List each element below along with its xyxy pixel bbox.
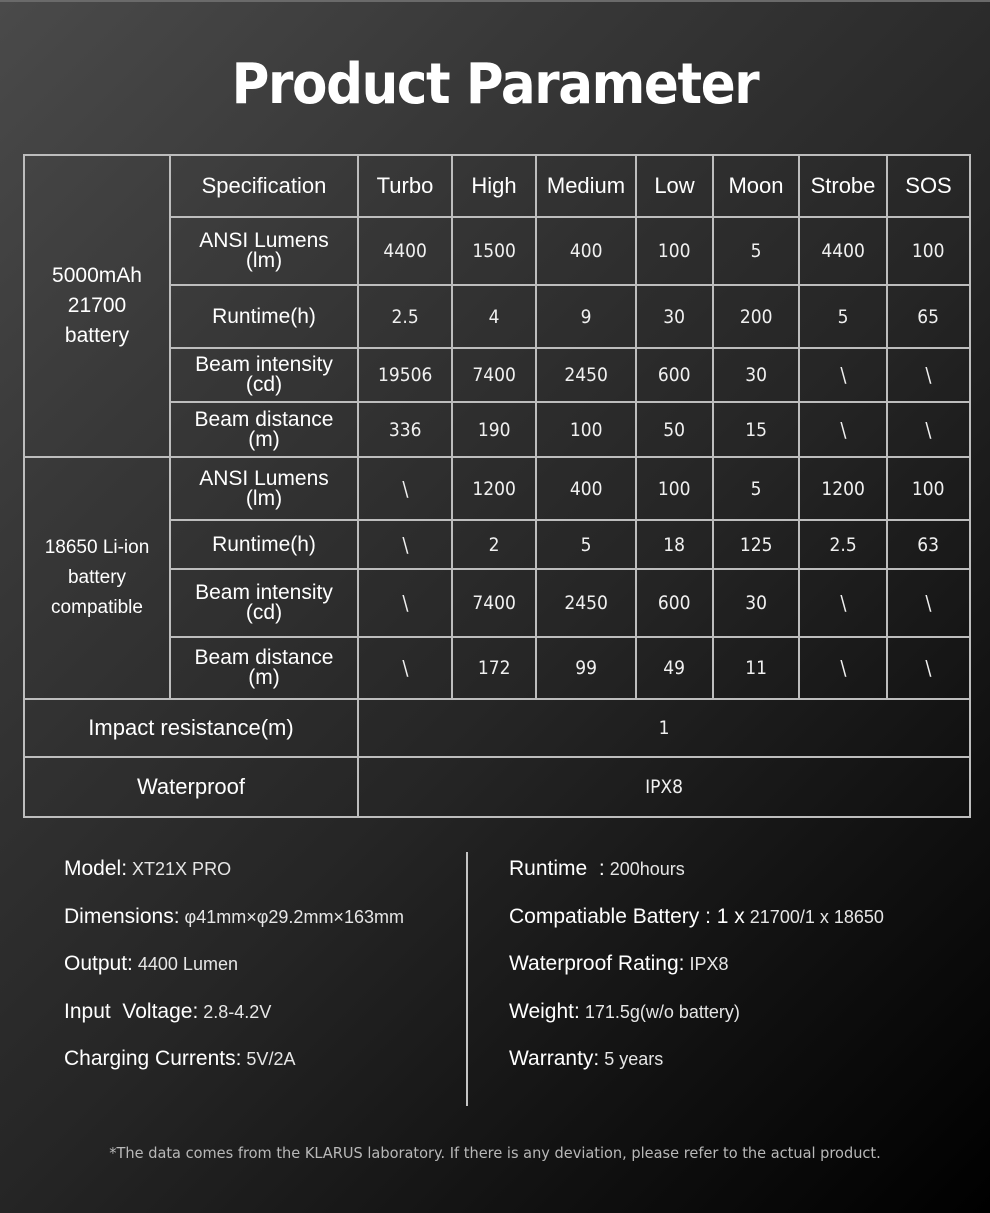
cell-value: 4400 bbox=[799, 217, 887, 285]
row-label-runtime: Runtime(h) bbox=[170, 520, 358, 569]
cell-value: 1200 bbox=[799, 457, 887, 520]
cell-value: \ bbox=[358, 569, 452, 637]
battery-label-line: battery bbox=[67, 567, 127, 588]
spec-runtime: Runtime : 200hours bbox=[509, 857, 685, 880]
cell-value: 30 bbox=[713, 569, 799, 637]
cell-value: 7400 bbox=[452, 348, 536, 402]
spec-compatible-battery: Compatiable Battery : 1 x 21700/1 x 18650 bbox=[509, 904, 884, 928]
cell-value: 4400 bbox=[358, 217, 452, 285]
cell-value: 400 bbox=[536, 217, 636, 285]
cell-value: 2 bbox=[452, 520, 536, 569]
cell-value: 63 bbox=[887, 520, 970, 569]
cell-value: 30 bbox=[636, 285, 713, 348]
cell-value: 99 bbox=[536, 637, 636, 699]
cell-value: 5 bbox=[713, 217, 799, 285]
cell-value: 2450 bbox=[536, 348, 636, 402]
battery-group-18650 bbox=[24, 457, 170, 699]
waterproof-row bbox=[24, 757, 970, 817]
cell-value: 600 bbox=[636, 569, 713, 637]
cell-value: 200 bbox=[713, 285, 799, 348]
cell-value: \ bbox=[799, 569, 887, 637]
row-label-beam-distance: Beam distance (m) bbox=[170, 637, 358, 699]
cell-value: \ bbox=[887, 402, 970, 457]
cell-value: \ bbox=[358, 457, 452, 520]
spec-weight: Weight: 171.5g(w/o battery) bbox=[509, 999, 740, 1023]
row-label-beam-intensity: Beam intensity (cd) bbox=[170, 348, 358, 402]
spec-model: Model: XT21X PRO bbox=[64, 857, 232, 880]
cell-value: \ bbox=[799, 637, 887, 699]
header-specification: Specification bbox=[170, 155, 358, 217]
cell-value: 100 bbox=[536, 402, 636, 457]
cell-value: 19506 bbox=[358, 348, 452, 402]
battery-group-21700 bbox=[24, 155, 170, 457]
header-mode-medium: Medium bbox=[536, 155, 636, 217]
cell-value: 49 bbox=[636, 637, 713, 699]
cell-value: 4 bbox=[452, 285, 536, 348]
row-label-ansi-lumens: ANSI Lumens (lm) bbox=[170, 217, 358, 285]
cell-value: 30 bbox=[713, 348, 799, 402]
cell-value: 100 bbox=[636, 457, 713, 520]
cell-value: 11 bbox=[713, 637, 799, 699]
header-mode-strobe: Strobe bbox=[799, 155, 887, 217]
spec-input-voltage: Input Voltage: 2.8-4.2V bbox=[64, 999, 272, 1023]
cell-value: 50 bbox=[636, 402, 713, 457]
spec-waterproof-rating: Waterproof Rating: IPX8 bbox=[509, 952, 729, 975]
battery-label-line: compatible bbox=[51, 597, 143, 618]
specs-list-left bbox=[64, 857, 404, 1095]
header-mode-low: Low bbox=[636, 155, 713, 217]
header-mode-sos: SOS bbox=[887, 155, 970, 217]
cell-value: 2.5 bbox=[358, 285, 452, 348]
cell-value: 172 bbox=[452, 637, 536, 699]
cell-value: \ bbox=[887, 348, 970, 402]
cell-value: 336 bbox=[358, 402, 452, 457]
header-mode-turbo: Turbo bbox=[358, 155, 452, 217]
cell-value: 9 bbox=[536, 285, 636, 348]
cell-value: 125 bbox=[713, 520, 799, 569]
spec-charging-currents: Charging Currents: 5V/2A bbox=[64, 1047, 296, 1070]
cell-value: 100 bbox=[636, 217, 713, 285]
cell-value: 400 bbox=[536, 457, 636, 520]
cell-value: \ bbox=[799, 348, 887, 402]
cell-value: 2450 bbox=[536, 569, 636, 637]
cell-value: \ bbox=[887, 569, 970, 637]
footnote-disclaimer: *The data comes from the KLARUS laboratory. If there is any deviation, please refer to the actual product. bbox=[109, 1144, 881, 1162]
cell-value: 190 bbox=[452, 402, 536, 457]
header-mode-moon: Moon bbox=[713, 155, 799, 217]
battery-label-line: battery bbox=[64, 324, 130, 347]
cell-value: \ bbox=[358, 520, 452, 569]
cell-value: 5 bbox=[713, 457, 799, 520]
spec-dimensions: Dimensions: φ41mm×φ29.2mm×163mm bbox=[64, 904, 404, 928]
impact-resistance-value: 1 bbox=[358, 699, 970, 757]
cell-value: \ bbox=[799, 402, 887, 457]
cell-value: 7400 bbox=[452, 569, 536, 637]
header-mode-high: High bbox=[452, 155, 536, 217]
table-row bbox=[24, 457, 970, 520]
page-title: Product Parameter bbox=[231, 52, 759, 117]
cell-value: 2.5 bbox=[799, 520, 887, 569]
cell-value: \ bbox=[887, 637, 970, 699]
top-border-line bbox=[0, 0, 990, 2]
cell-value: 1500 bbox=[452, 217, 536, 285]
cell-value: 100 bbox=[887, 217, 970, 285]
waterproof-value: IPX8 bbox=[358, 757, 970, 817]
battery-label-line: 21700 bbox=[67, 294, 127, 317]
cell-value: 1200 bbox=[452, 457, 536, 520]
spec-warranty: Warranty: 5 years bbox=[509, 1047, 664, 1070]
specs-list-right bbox=[509, 857, 884, 1095]
cell-value: 5 bbox=[536, 520, 636, 569]
cell-value: 18 bbox=[636, 520, 713, 569]
spec-table bbox=[23, 154, 971, 818]
row-label-runtime: Runtime(h) bbox=[170, 285, 358, 348]
cell-value: \ bbox=[358, 637, 452, 699]
vertical-divider bbox=[466, 852, 468, 1106]
header-row bbox=[24, 155, 970, 217]
impact-resistance-label: Impact resistance(m) bbox=[24, 699, 358, 757]
row-label-beam-intensity: Beam intensity (cd) bbox=[170, 569, 358, 637]
impact-row bbox=[24, 699, 970, 757]
cell-value: 65 bbox=[887, 285, 970, 348]
battery-label-line: 18650 Li-ion bbox=[44, 537, 150, 558]
cell-value: 15 bbox=[713, 402, 799, 457]
row-label-beam-distance: Beam distance (m) bbox=[170, 402, 358, 457]
waterproof-label: Waterproof bbox=[24, 757, 358, 817]
cell-value: 5 bbox=[799, 285, 887, 348]
cell-value: 600 bbox=[636, 348, 713, 402]
battery-label-line: 5000mAh bbox=[52, 264, 142, 287]
row-label-ansi-lumens: ANSI Lumens (lm) bbox=[170, 457, 358, 520]
spec-output: Output: 4400 Lumen bbox=[64, 952, 238, 975]
cell-value: 100 bbox=[887, 457, 970, 520]
